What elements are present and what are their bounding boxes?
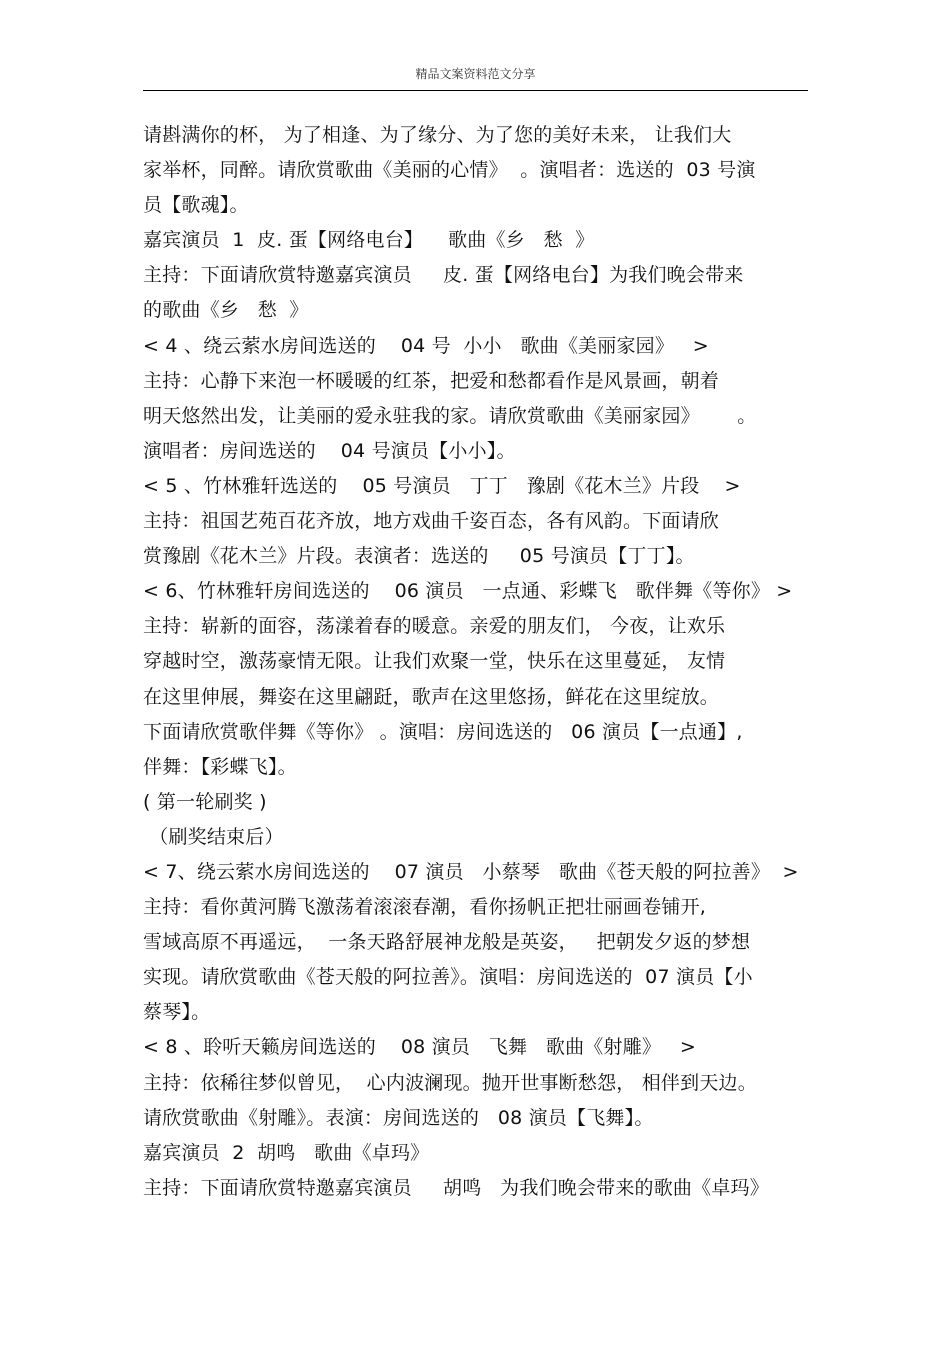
text-line: < 7、绕云萦水房间选送的 07 演员 小蔡琴 歌曲《苍天般的阿拉善》 > <box>143 860 799 883</box>
text-line: 主持：祖国艺苑百花齐放，地方戏曲千姿百态，各有风韵。下面请欣 <box>143 510 720 533</box>
text-line: 主持：心静下来泡一杯暖暖的红茶，把爱和愁都看作是风景画，朝着 <box>143 369 720 392</box>
page-header: 精品文案资料范文分享 <box>415 67 536 81</box>
text-line: 赏豫剧《花木兰》片段。表演者：选送的 05 号演员【丁丁】。 <box>143 545 695 568</box>
text-line: 嘉宾演员 2 胡鸣 歌曲《卓玛》 <box>143 1141 430 1164</box>
text-line: < 4 、绕云萦水房间选送的 04 号 小小 歌曲《美丽家园》 > <box>143 334 709 357</box>
text-line: < 5 、竹林雅轩选送的 05 号演员 丁丁 豫剧《花木兰》片段 > <box>143 474 741 497</box>
text-line: 嘉宾演员 1 皮. 蛋【网络电台】 歌曲《乡 愁 》 <box>143 229 595 252</box>
text-line: 明天悠然出发，让美丽的爱永驻我的家。请欣赏歌曲《美丽家园》 。 <box>143 404 757 427</box>
text-line: 请斟满你的杯， 为了相逢、为了缘分、为了您的美好未来， 让我们大 <box>143 124 732 146</box>
text-line: < 6、竹林雅轩房间选送的 06 演员 一点通、彩蝶飞 歌伴舞《等你》 > <box>143 580 793 603</box>
text-line: 雪域高原不再遥远， 一条天路舒展神龙般是英姿， 把朝发夕返的梦想 <box>143 931 751 954</box>
text-line: 穿越时空，激荡豪情无限。让我们欢聚一堂，快乐在这里蔓延， 友情 <box>143 650 726 673</box>
text-line: 伴舞：【彩蝶飞】。 <box>143 755 297 778</box>
header-divider <box>143 90 808 91</box>
document-body <box>143 118 818 1206</box>
text-line: 主持：下面请欣赏特邀嘉宾演员 胡鸣 为我们晚会带来的歌曲《卓玛》 <box>143 1176 769 1199</box>
text-line: 的歌曲《乡 愁 》 <box>143 299 309 322</box>
text-line: 主持：看你黄河腾飞激荡着滚滚春潮，看你扬帆正把壮丽画卷铺开, <box>143 896 707 919</box>
text-line: ( 第一轮刷奖 ) <box>143 790 267 813</box>
text-line: 演唱者：房间选送的 04 号演员【小小】。 <box>143 439 516 462</box>
text-line: 主持：依稀往梦似曾见， 心内波澜现。抛开世事断愁怨， 相伴到天边。 <box>143 1071 757 1094</box>
text-line: 蔡琴】。 <box>143 1001 211 1024</box>
text-line: 员【歌魂】。 <box>143 194 249 217</box>
text-line: 在这里伸展，舞姿在这里翩跹，歌声在这里悠扬，鲜花在这里绽放。 <box>143 685 720 708</box>
text-line: （刷奖结束后） <box>143 825 284 848</box>
text-line: 家举杯，同醉。请欣赏歌曲《美丽的心情》 。演唱者：选送的 03 号演 <box>143 159 756 182</box>
text-line: 请欣赏歌曲《射雕》。表演：房间选送的 08 演员【飞舞】。 <box>143 1106 654 1129</box>
text-line: 下面请欣赏歌伴舞《等你》 。演唱：房间选送的 06 演员【一点通】, <box>143 720 743 743</box>
text-line: < 8 、聆听天籁房间选送的 08 演员 飞舞 歌曲《射雕》 > <box>143 1036 696 1059</box>
text-line: 主持：下面请欣赏特邀嘉宾演员 皮. 蛋【网络电台】为我们晚会带来 <box>143 264 744 287</box>
text-line: 实现。请欣赏歌曲《苍天般的阿拉善》。演唱：房间选送的 07 演员【小 <box>143 966 753 989</box>
text-line: 主持：崭新的面容，荡漾着春的暖意。亲爱的朋友们， 今夜，让欢乐 <box>143 615 726 638</box>
